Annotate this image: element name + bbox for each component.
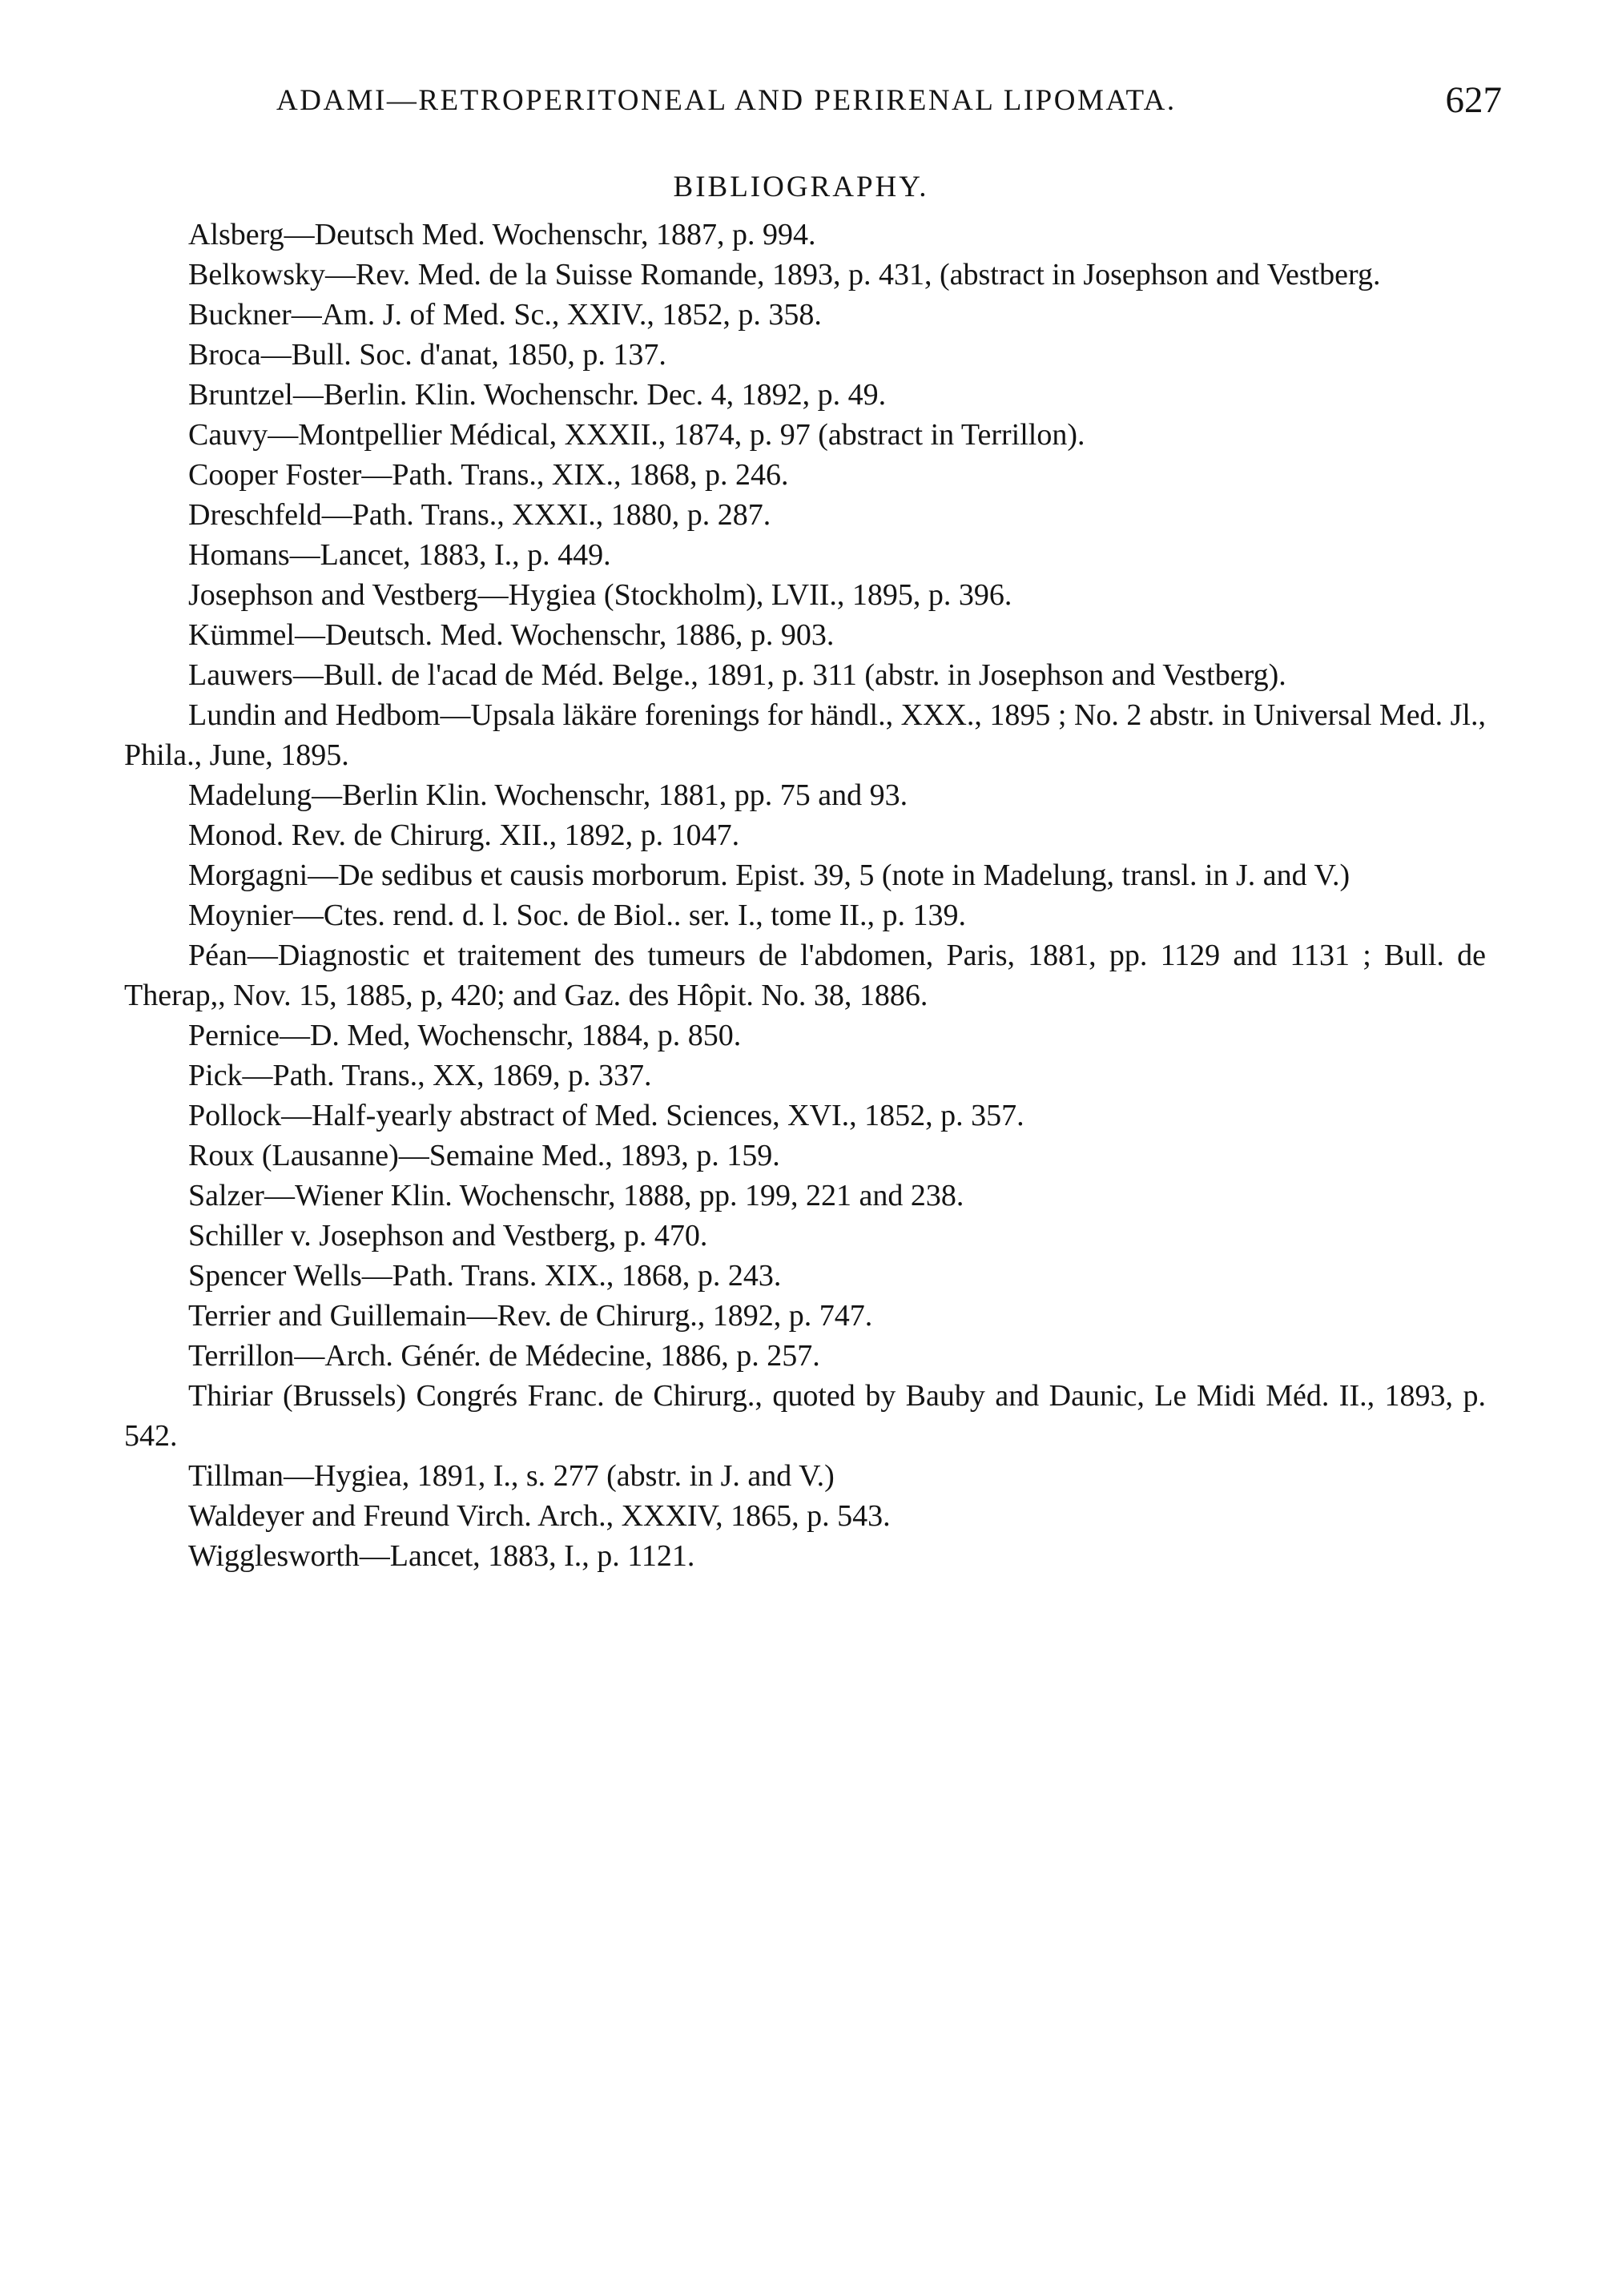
bibliography-list [124, 215, 1486, 1576]
bibliography-entry: Lundin and Hedbom—Upsala läkäre forenings for händl., XXX., 1895 ; No. 2 abstr. in Universal Med. Jl., Phila., June, 1895. [124, 698, 1486, 772]
bibliography-entry: Moynier—Ctes. rend. d. l. Soc. de Biol.. ser. I., tome II., p. 139. [188, 899, 966, 932]
bibliography-entry: Josephson and Vestberg—Hygiea (Stockholm), LVII., 1895, p. 396. [188, 578, 1012, 612]
running-head [276, 78, 1502, 127]
running-title: ADAMI—RETROPERITONEAL AND PERIRENAL LIPOMATA. [276, 84, 1177, 117]
section-title: BIBLIOGRAPHY. [673, 171, 929, 203]
bibliography-entry: Pollock—Half-yearly abstract of Med. Sciences, XVI., 1852, p. 357. [188, 1099, 1024, 1132]
bibliography-entry: Dreschfeld—Path. Trans., XXXI., 1880, p. 287. [188, 498, 771, 532]
bibliography-entry: Monod. Rev. de Chirurg. XII., 1892, p. 1047. [188, 818, 740, 852]
bibliography-entry: Salzer—Wiener Klin. Wochenschr, 1888, pp. 199, 221 and 238. [188, 1179, 964, 1212]
bibliography-entry: Terrier and Guillemain—Rev. de Chirurg., 1892, p. 747. [188, 1299, 873, 1333]
bibliography-entry: Homans—Lancet, 1883, I., p. 449. [188, 538, 611, 572]
bibliography-entry: Broca—Bull. Soc. d'anat, 1850, p. 137. [188, 338, 666, 372]
bibliography-entry: Lauwers—Bull. de l'acad de Méd. Belge., 1891, p. 311 (abstr. in Josephson and Vestberg). [188, 658, 1286, 692]
bibliography-entry: Pernice—D. Med, Wochenschr, 1884, p. 850. [188, 1019, 742, 1052]
bibliography-entry: Belkowsky—Rev. Med. de la Suisse Romande, 1893, p. 431, (abstract in Josephson and Vestberg. [188, 258, 1381, 292]
bibliography-entry: Bruntzel—Berlin. Klin. Wochenschr. Dec. 4, 1892, p. 49. [188, 378, 887, 412]
bibliography-entry: Cauvy—Montpellier Médical, XXXII., 1874, p. 97 (abstract in Terrillon). [188, 418, 1085, 452]
bibliography-entry: Cooper Foster—Path. Trans., XIX., 1868, p. 246. [188, 458, 789, 492]
bibliography-entry: Péan—Diagnostic et traitement des tumeurs de l'abdomen, Paris, 1881, pp. 1129 and 1131 ; Bull. de Therap,, Nov. 15, 1885, p, 420; and Gaz. des Hôpit. No. 38, 1886. [124, 939, 1486, 1012]
bibliography-entry: Tillman—Hygiea, 1891, I., s. 277 (abstr. in J. and V.) [188, 1459, 835, 1493]
bibliography-entry: Buckner—Am. J. of Med. Sc., XXIV., 1852, p. 358. [188, 298, 822, 332]
page-number: 627 [1445, 79, 1502, 121]
bibliography-entry: Spencer Wells—Path. Trans. XIX., 1868, p. 243. [188, 1259, 782, 1293]
bibliography-entry: Morgagni—De sedibus et causis morborum. Epist. 39, 5 (note in Madelung, transl. in J. and V.) [188, 858, 1350, 892]
bibliography-entry: Kümmel—Deutsch. Med. Wochenschr, 1886, p. 903. [188, 618, 835, 652]
bibliography-entry: Pick—Path. Trans., XX, 1869, p. 337. [188, 1059, 652, 1092]
bibliography-entry: Madelung—Berlin Klin. Wochenschr, 1881, pp. 75 and 93. [188, 778, 908, 812]
bibliography-entry: Thiriar (Brussels) Congrés Franc. de Chirurg., quoted by Bauby and Daunic, Le Midi Méd. II., 1893, p. 542. [124, 1379, 1486, 1453]
bibliography-entry: Roux (Lausanne)—Semaine Med., 1893, p. 159. [188, 1139, 780, 1172]
bibliography-entry: Terrillon—Arch. Génér. de Médecine, 1886, p. 257. [188, 1339, 820, 1373]
bibliography-entry: Waldeyer and Freund Virch. Arch., XXXIV, 1865, p. 543. [188, 1499, 891, 1533]
bibliography-entry: Alsberg—Deutsch Med. Wochenschr, 1887, p. 994. [188, 218, 816, 251]
bibliography-entry: Wigglesworth—Lancet, 1883, I., p. 1121. [188, 1539, 695, 1573]
bibliography-entry: Schiller v. Josephson and Vestberg, p. 470. [188, 1219, 708, 1253]
